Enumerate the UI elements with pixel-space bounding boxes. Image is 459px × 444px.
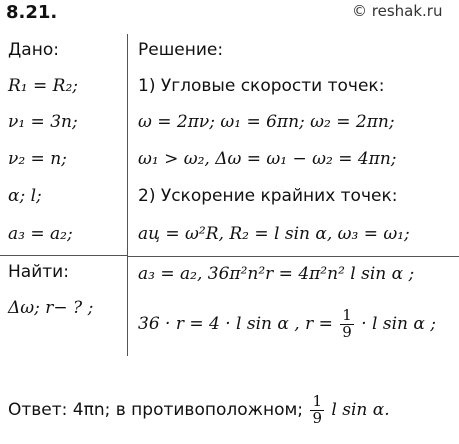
solution-line5-left: 36 · r = 4 · l sin α , r = — [138, 314, 333, 334]
solution-line5-right: · l sin α ; — [361, 314, 437, 334]
given-title: Дано: — [8, 40, 59, 60]
watermark: © reshak.ru — [352, 2, 443, 20]
solution-line: ω₁ > ω₂, Δω = ω₁ − ω₂ = 4πn; — [138, 149, 397, 169]
solution-step2-title: 2) Ускорение крайних точек: — [138, 186, 398, 206]
answer-fraction-denominator: 9 — [312, 408, 322, 427]
solution-line: ω = 2πν; ω₁ = 6πn; ω₂ = 2πn; — [138, 112, 395, 132]
fraction-denominator: 9 — [342, 323, 352, 341]
given-line: R₁ = R₂; — [8, 76, 79, 96]
problem-number: 8.21. — [6, 2, 58, 23]
given-line: ν₁ = 3n; — [8, 112, 78, 132]
section-divider — [0, 255, 127, 256]
find-title: Найти: — [8, 262, 69, 282]
solution-line: aц = ω²R, R₂ = l sin α, ω₃ = ω₁; — [138, 224, 410, 244]
answer-fraction-numerator: 1 — [312, 391, 322, 410]
column-divider — [127, 34, 128, 356]
find-line: Δω; r− ? ; — [8, 298, 94, 318]
answer-text: Ответ: 4πn; в противоположном; — [8, 400, 304, 420]
fraction-numerator: 1 — [342, 306, 352, 325]
step-divider — [127, 256, 459, 257]
given-line: ν₂ = n; — [8, 149, 67, 169]
given-line: α; l; — [8, 186, 42, 206]
answer-text-end: l sin α. — [331, 400, 390, 420]
solution-title: Решение: — [138, 40, 224, 60]
fraction — [340, 308, 354, 341]
answer-fraction — [310, 391, 324, 427]
solution-line — [138, 304, 436, 344]
solution-step1-title: 1) Угловые скорости точек: — [138, 76, 385, 96]
solution-line: a₃ = a₂, 36π²n²r = 4π²n² l sin α ; — [138, 264, 415, 284]
given-line: a₃ = a₂; — [8, 224, 73, 244]
answer-line — [8, 388, 390, 432]
